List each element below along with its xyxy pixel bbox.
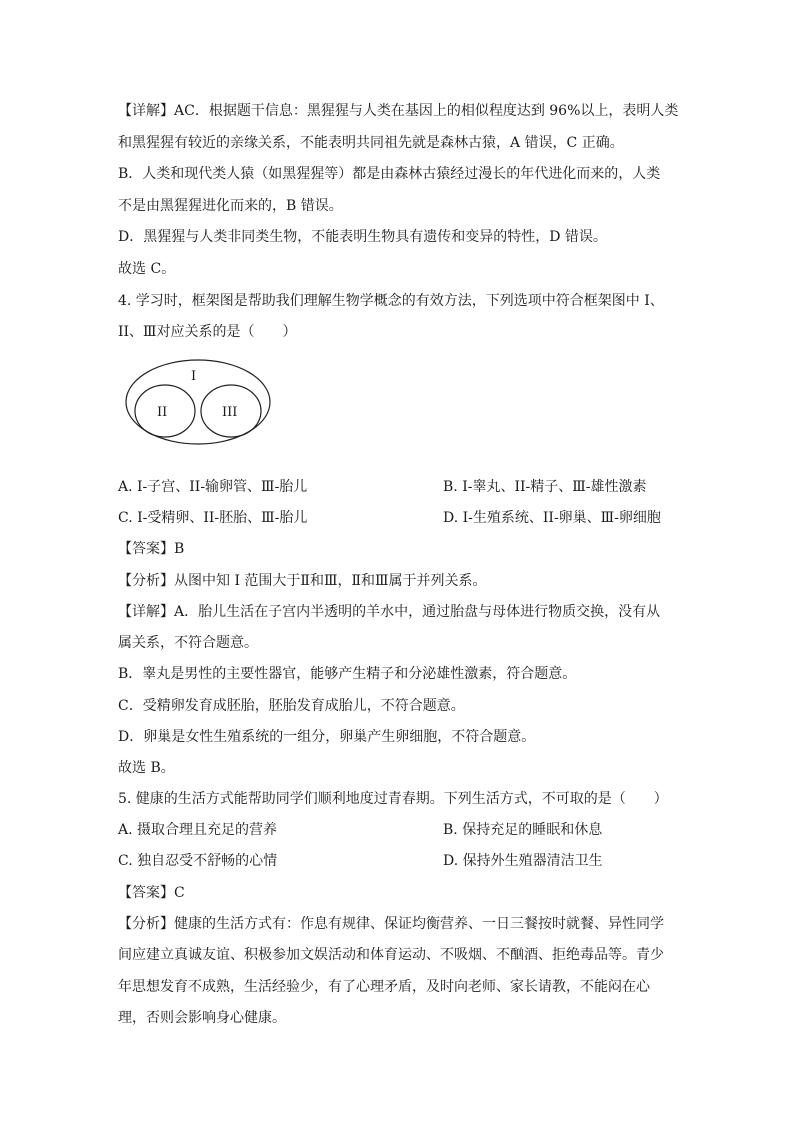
analysis-line: 【分析】从图中知 I 范围大于Ⅱ和Ⅲ，Ⅱ和Ⅲ属于并列关系。 <box>118 573 487 589</box>
option-a: A. 摄取合理且充足的营养 <box>118 822 278 838</box>
conclusion-line: 故选 B。 <box>118 760 175 776</box>
analysis-line: 【分析】健康的生活方式有：作息有规律、保证均衡营养、一日三餐按时就餐、异性同学 <box>118 916 664 932</box>
venn-diagram <box>124 358 272 446</box>
option-b: B. I-睾丸、II-精子、Ⅲ-雄性激素 <box>443 479 647 495</box>
explanation-line: 【详解】A．胎儿生活在子宫内半透明的羊水中，通过胎盘与母体进行物质交换，没有从 <box>118 604 661 620</box>
option-d: D. I-生殖系统、II-卵巢、Ⅲ-卵细胞 <box>443 510 661 526</box>
option-c: C. I-受精卵、II-胚胎、Ⅲ-胎儿 <box>118 510 308 526</box>
option-d: D. 保持外生殖器清洁卫生 <box>443 853 603 869</box>
right-label: III <box>222 405 238 420</box>
option-b: B. 保持充足的睡眠和休息 <box>443 822 603 838</box>
explanation-line: C．受精卵发育成胚胎，胚胎发育成胎儿，不符合题意。 <box>118 698 465 714</box>
outer-ellipse <box>126 360 270 444</box>
explanation-line: 和黑猩猩有较近的亲缘关系，不能表明共同祖先就是森林古猿，A 错误，C 正确。 <box>118 135 624 151</box>
answer-line: 【答案】B <box>118 541 185 557</box>
option-c: C. 独自忍受不舒畅的心情 <box>118 853 278 869</box>
question-5-stem: 5. 健康的生活方式能帮助同学们顺利地度过青春期。下列生活方式，不可取的是（ ） <box>118 791 668 807</box>
analysis-line: 理，否则会影响身心健康。 <box>118 1010 286 1026</box>
analysis-line: 间应建立真诚友谊、积极参加文娱活动和体育运动、不吸烟、不酗酒、拒绝毒品等。青少 <box>118 947 664 963</box>
explanation-line: B．人类和现代类人猿（如黑猩猩等）都是由森林古猿经过漫长的年代进化而来的，人类 <box>118 166 661 182</box>
explanation-line: 不是由黑猩猩进化而来的，B 错误。 <box>118 198 343 214</box>
option-a: A. I-子宫、II-输卵管、Ⅲ-胎儿 <box>118 479 308 495</box>
explanation-line: 属关系，不符合题意。 <box>118 635 258 651</box>
analysis-line: 年思想发育不成熟，生活经验少，有了心理矛盾，及时向老师、家长请教，不能闷在心 <box>118 979 650 995</box>
answer-line: 【答案】C <box>118 885 185 901</box>
left-label: II <box>157 405 168 420</box>
explanation-line: D．黑猩猩与人类非同类生物，不能表明生物具有遗传和变异的特性，D 错误。 <box>118 229 607 245</box>
explanation-line: B．睾丸是男性的主要性器官，能够产生精子和分泌雄性激素，符合题意。 <box>118 666 577 682</box>
question-4-stem: II、Ⅲ对应关系的是（ ） <box>118 324 297 340</box>
question-4-stem: 4. 学习时，框架图是帮助我们理解生物学概念的有效方法，下列选项中符合框架图中 I、 <box>118 293 664 309</box>
outer-label: I <box>191 369 197 384</box>
conclusion-line: 故选 C。 <box>118 261 176 277</box>
explanation-line: 【详解】AC．根据题干信息：黑猩猩与人类在基因上的相似程度达到 96%以上，表明人类 <box>118 103 679 119</box>
explanation-line: D．卵巢是女性生殖系统的一组分，卵巢产生卵细胞，不符合题意。 <box>118 729 536 745</box>
